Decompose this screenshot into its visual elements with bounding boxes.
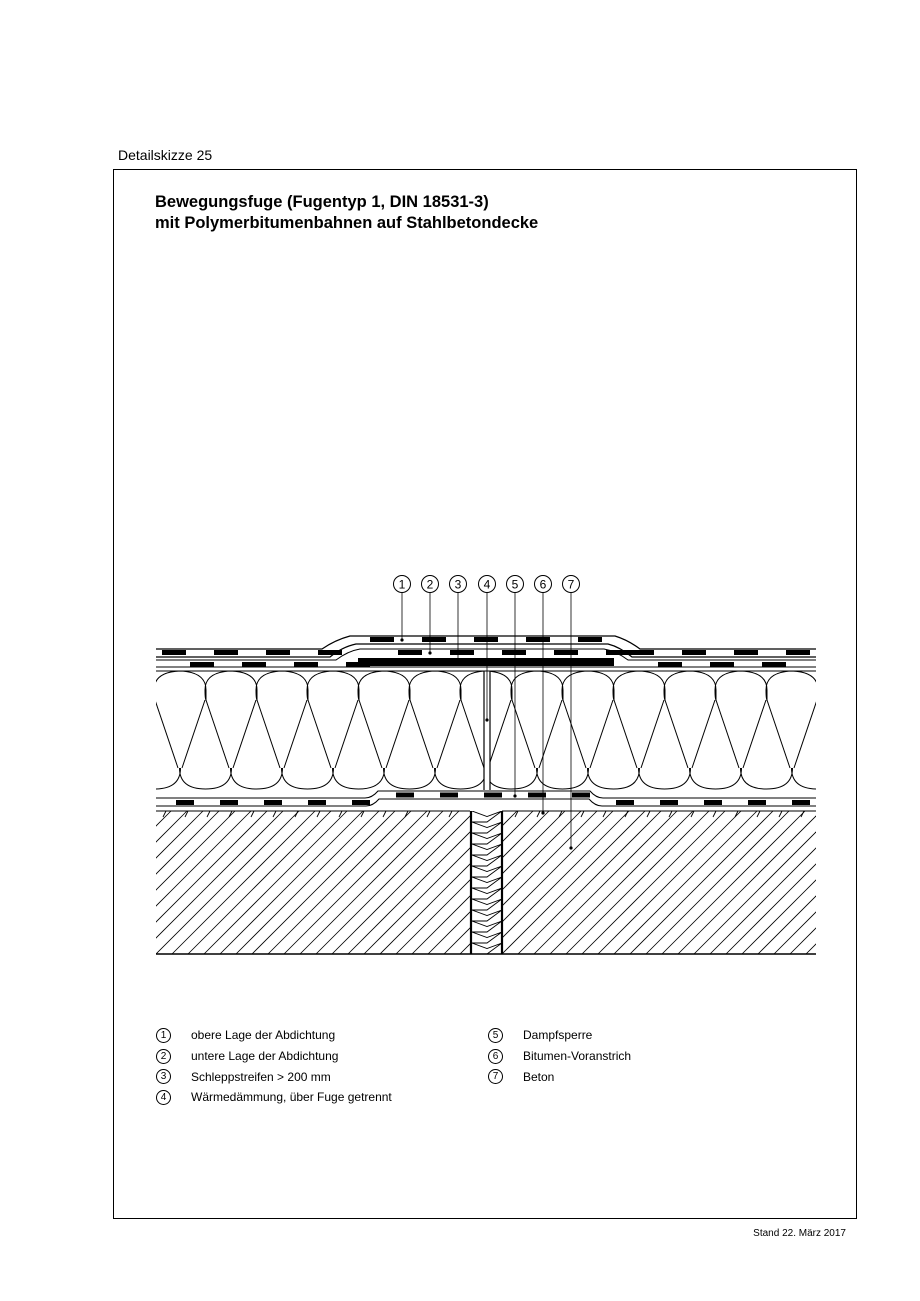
legend-item [156, 1025, 392, 1046]
legend-text: Bitumen-Voranstrich [523, 1049, 632, 1064]
title-line-1: Bewegungsfuge (Fugentyp 1, DIN 18531-3) [155, 193, 489, 211]
legend-item [156, 1087, 392, 1108]
joint-filler [472, 811, 502, 954]
waterproofing-layers [156, 636, 816, 667]
legend-number: 1 [156, 1028, 171, 1043]
concrete-slab [0, 811, 920, 954]
legend-right [488, 1025, 631, 1087]
legend-number: 3 [156, 1069, 171, 1084]
title-line-2: mit Polymerbitumenbahnen auf Stahlbetondecke [155, 214, 539, 232]
date-stamp: Stand 22. März 2017 [753, 1228, 846, 1239]
legend-item [156, 1066, 392, 1087]
legend-item [488, 1046, 631, 1067]
sketch-label: Detailskizze 25 [118, 147, 213, 163]
legend-text: Schleppstreifen > 200 mm [191, 1069, 331, 1084]
thermal-insulation [103, 671, 895, 790]
callout-number: 5 [511, 577, 519, 592]
legend-text: Wärmedämmung, über Fuge getrennt [191, 1090, 392, 1105]
callout-number: 7 [567, 577, 575, 592]
callout-number: 4 [483, 577, 491, 592]
legend-number: 6 [488, 1049, 503, 1064]
legend-number: 2 [156, 1049, 171, 1064]
legend-item [488, 1066, 631, 1087]
legend-number: 4 [156, 1090, 171, 1105]
legend-text: obere Lage der Abdichtung [191, 1028, 336, 1043]
legend-text: untere Lage der Abdichtung [191, 1049, 339, 1064]
callout-number: 6 [539, 577, 547, 592]
legend-number: 5 [488, 1028, 503, 1043]
legend-item [488, 1025, 631, 1046]
callout-number: 2 [426, 577, 434, 592]
vapour-barrier [156, 791, 816, 806]
legend-left [156, 1025, 392, 1108]
legend-text: Dampfsperre [523, 1028, 593, 1043]
legend-number: 7 [488, 1069, 503, 1084]
legend-text: Beton [523, 1069, 555, 1084]
callout-number: 3 [454, 577, 462, 592]
callout-number: 1 [398, 577, 406, 592]
legend-item [156, 1046, 392, 1067]
